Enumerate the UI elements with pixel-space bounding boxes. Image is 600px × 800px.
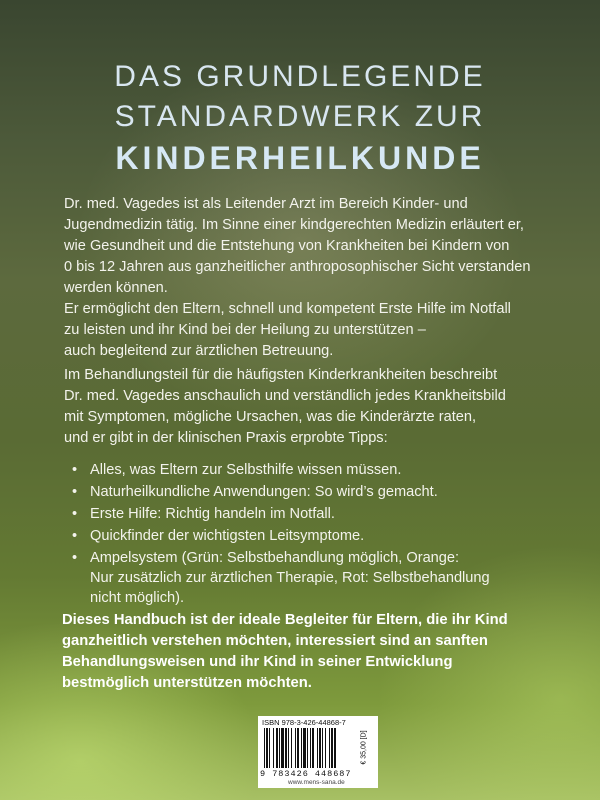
intro-line: Er ermöglicht den Eltern, schnell und kompetent Erste Hilfe im Notfall	[64, 301, 511, 317]
barcode-digits: 9 783426 448687	[260, 769, 352, 779]
list-item-text: Ampelsystem (Grün: Selbstbehandlung möglich, Orange:	[90, 550, 460, 566]
list-item-text: Erste Hilfe: Richtig handeln im Notfall.	[90, 506, 335, 522]
closing-paragraph	[62, 610, 562, 694]
barcode-bars	[264, 728, 360, 768]
bullet-icon: •	[72, 528, 78, 544]
list-item	[66, 548, 546, 608]
bullet-icon: •	[72, 484, 78, 500]
website-text: www.mens-sana.de	[288, 779, 345, 786]
bullet-icon: •	[72, 462, 78, 478]
intro-line: zu leisten und ihr Kind bei der Heilung zu unterstützen –	[64, 322, 426, 338]
intro-line: Dr. med. Vagedes ist als Leitender Arzt im Bereich Kinder- und	[64, 196, 468, 212]
list-item-text: Naturheilkundliche Anwendungen: So wird’s gemacht.	[90, 484, 438, 500]
list-item	[66, 482, 546, 502]
barcode-bar	[279, 728, 280, 768]
barcode-bar	[319, 728, 321, 768]
intro-line: 0 bis 12 Jahren aus ganzheitlicher anthroposophischer Sicht verstanden	[64, 259, 531, 275]
bullet-icon: •	[72, 550, 78, 566]
closing-line: bestmöglich unterstützen möchten.	[62, 675, 312, 691]
list-item	[66, 526, 546, 546]
treatment-line: und er gibt in der klinischen Praxis erprobte Tipps:	[64, 430, 388, 446]
barcode-bar	[331, 728, 333, 768]
list-item	[66, 460, 546, 480]
barcode-bar	[301, 728, 302, 768]
barcode-bar	[266, 728, 268, 768]
barcode-bar	[325, 728, 326, 768]
barcode-bar	[329, 728, 330, 768]
barcode-label	[258, 716, 378, 788]
closing-line: ganzheitlich verstehen möchten, interessiert sind an sanften	[62, 633, 488, 649]
treatment-line: Dr. med. Vagedes anschaulich und verständlich jedes Krankheitsbild	[64, 388, 506, 404]
treatment-paragraph	[64, 365, 564, 449]
intro-line: werden können.	[64, 280, 168, 296]
barcode-bar	[285, 728, 287, 768]
barcode-bar	[269, 728, 270, 768]
treatment-line: Im Behandlungsteil für die häufigsten Kinderkrankheiten beschreibt	[64, 367, 498, 383]
barcode-bar	[307, 728, 308, 768]
barcode-bar	[322, 728, 323, 768]
closing-line: Behandlungsweisen und ihr Kind in seiner Entwicklung	[62, 654, 453, 670]
intro-line: auch begleitend zur ärztlichen Betreuung.	[64, 343, 334, 359]
barcode-bar	[303, 728, 306, 768]
barcode-bar	[276, 728, 278, 768]
barcode-bar	[291, 728, 292, 768]
list-item	[66, 504, 546, 524]
bullet-icon: •	[72, 506, 78, 522]
title-line-1: DAS GRUNDLEGENDE	[114, 60, 486, 93]
list-item-text: Quickfinder der wichtigsten Leitsymptome.	[90, 528, 365, 544]
list-item-text: nicht möglich).	[90, 590, 185, 606]
intro-line: wie Gesundheit und die Entstehung von Krankheiten bei Kindern von	[64, 238, 510, 254]
barcode-bar	[295, 728, 296, 768]
list-item-text: Nur zusätzlich zur ärztlichen Therapie, Rot: Selbstbehandlung	[90, 570, 490, 586]
isbn-text: ISBN 978-3-426-44868-7	[262, 718, 346, 727]
barcode-bar	[310, 728, 311, 768]
title-line-3: KINDERHEILKUNDE	[115, 140, 485, 176]
barcode-bar	[334, 728, 336, 768]
treatment-line: mit Symptomen, mögliche Ursachen, was die Kinderärzte raten,	[64, 409, 477, 425]
feature-list	[66, 460, 546, 610]
list-item-text: Alles, was Eltern zur Selbsthilfe wissen müssen.	[90, 462, 402, 478]
intro-paragraph	[64, 194, 564, 362]
closing-line: Dieses Handbuch ist der ideale Begleiter für Eltern, die ihr Kind	[62, 612, 508, 628]
title-line-2: STANDARDWERK ZUR	[114, 100, 486, 133]
barcode-bar	[297, 728, 299, 768]
barcode-bar	[273, 728, 274, 768]
barcode-bar	[264, 728, 265, 768]
barcode-bar	[288, 728, 289, 768]
barcode-bar	[281, 728, 284, 768]
barcode-bar	[317, 728, 318, 768]
intro-line: Jugendmedizin tätig. Im Sinne einer kindgerechten Medizin erläutert er,	[64, 217, 524, 233]
barcode-bar	[312, 728, 314, 768]
price-text: € 35,00 [D]	[360, 730, 368, 765]
price-tag	[361, 728, 375, 772]
